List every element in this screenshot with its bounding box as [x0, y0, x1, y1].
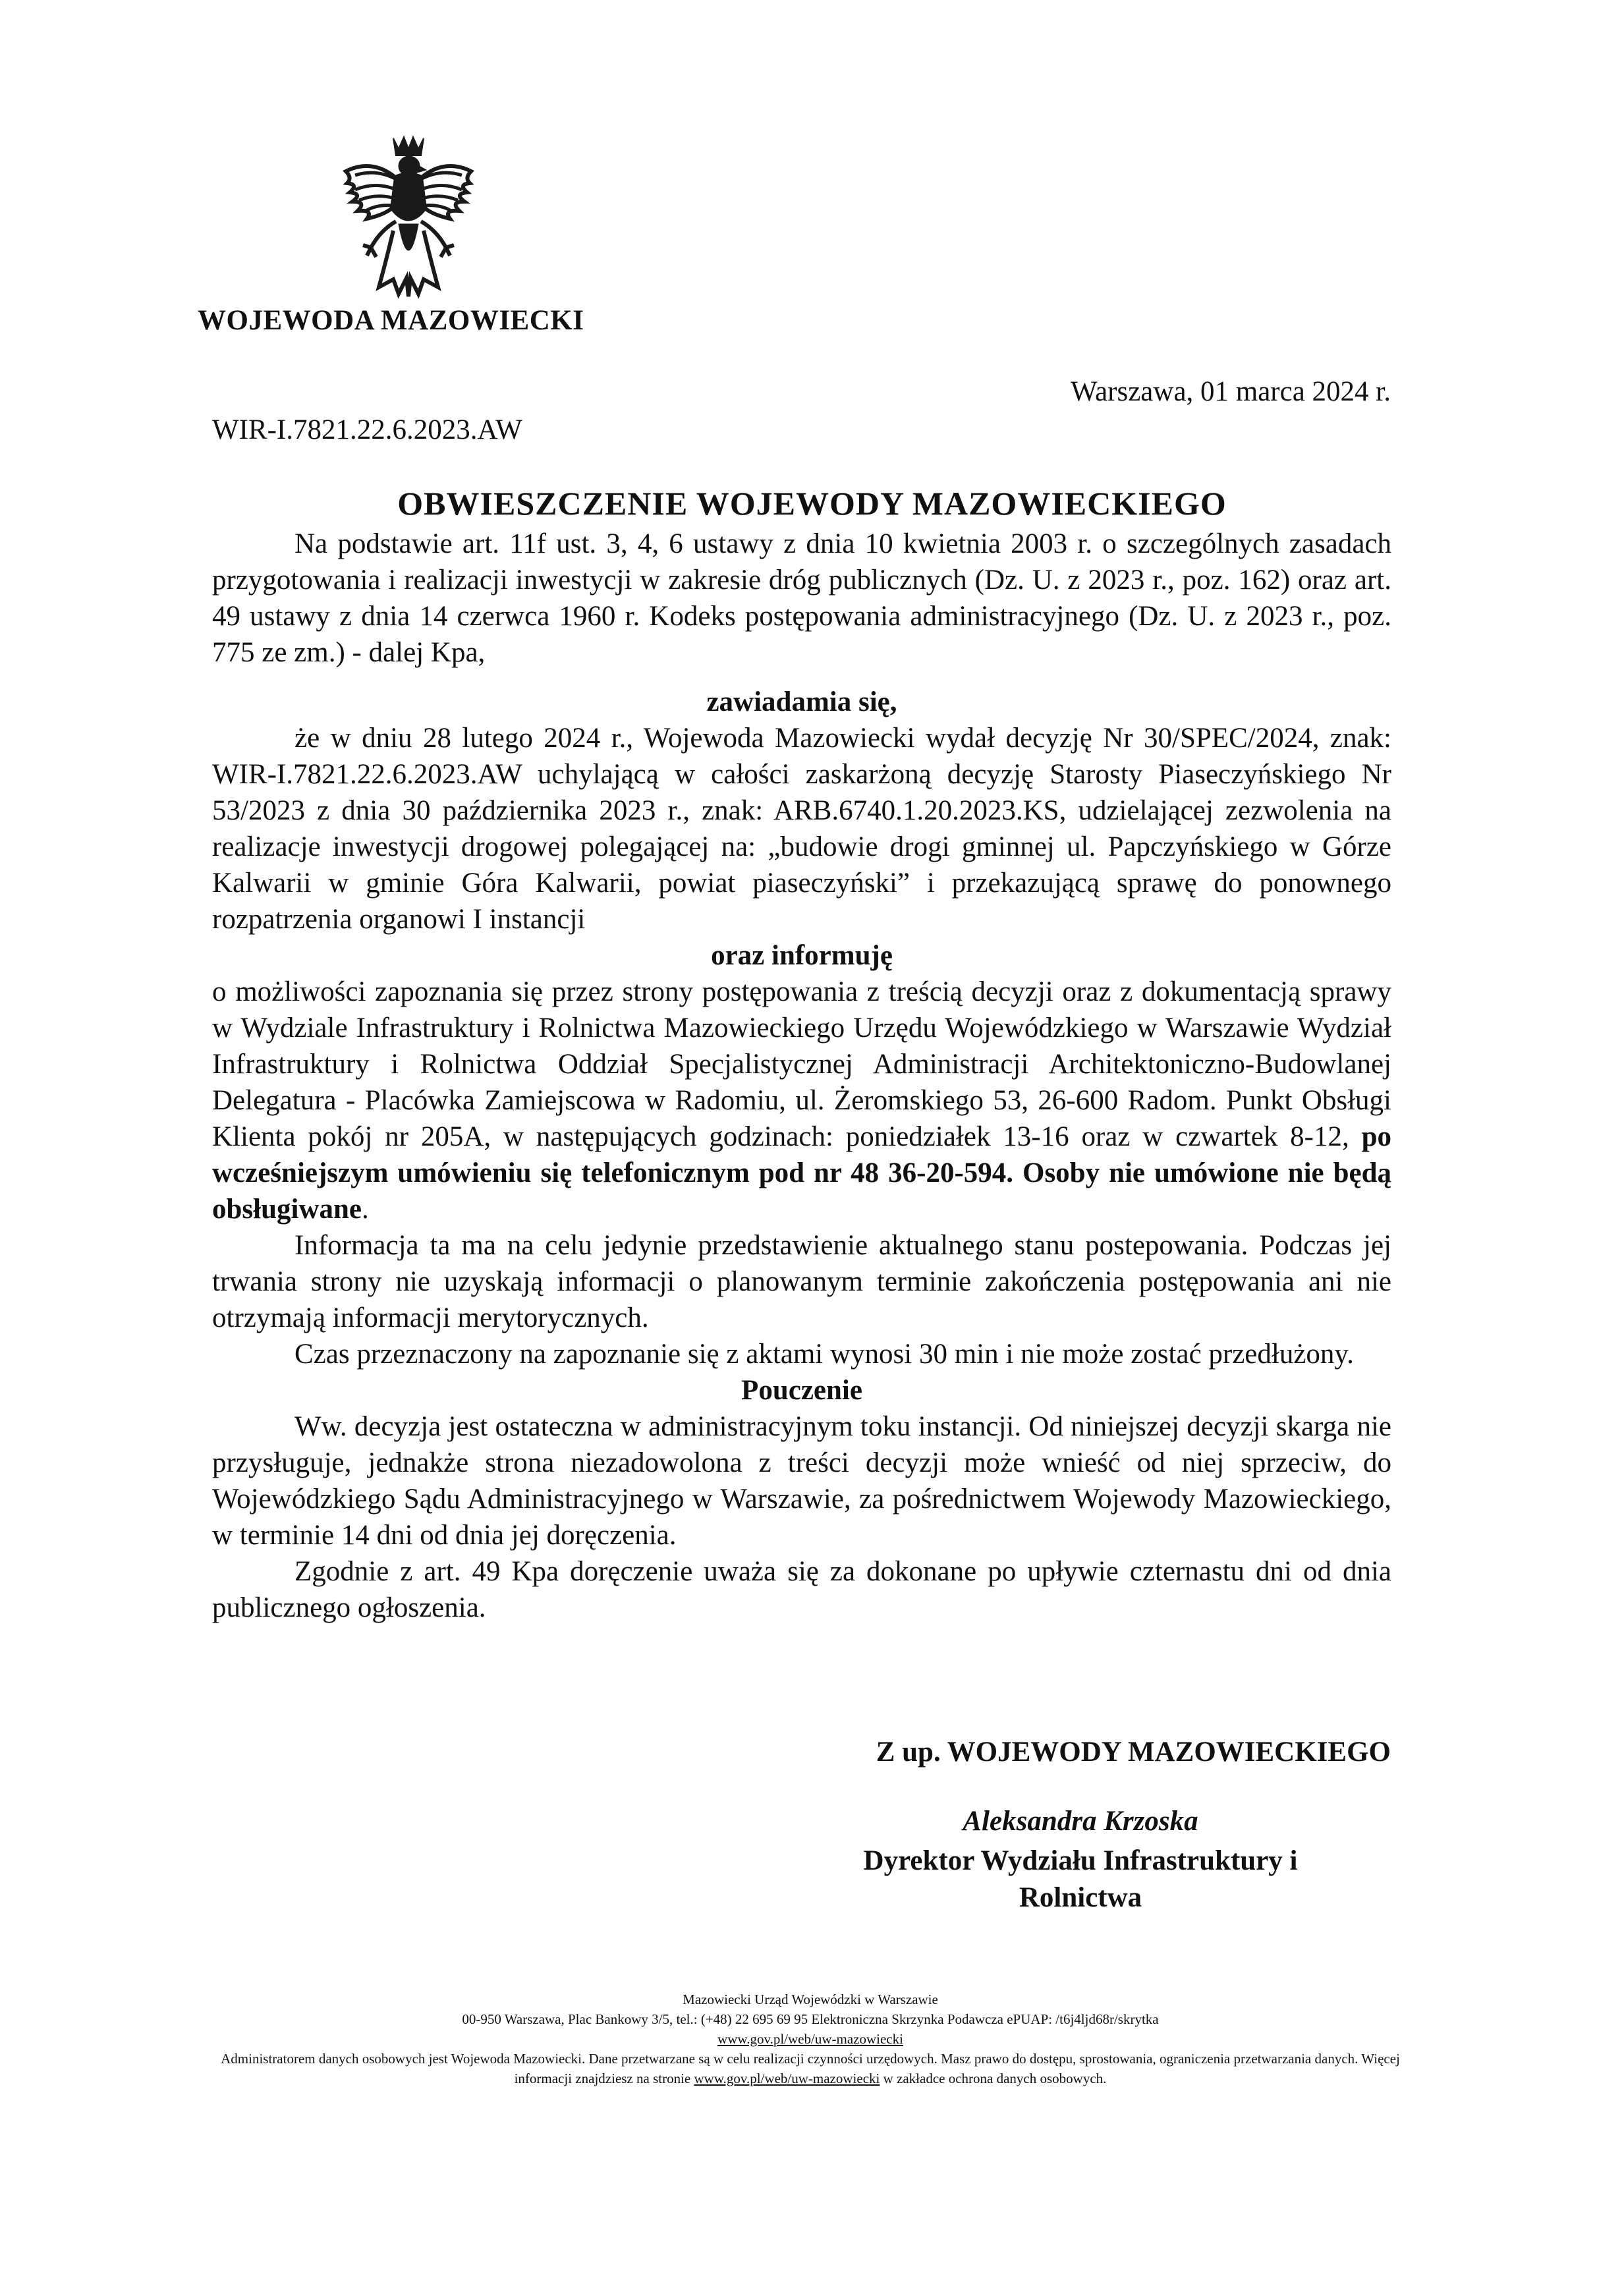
heading-instruction: Pouczenie	[741, 1375, 862, 1406]
decision-paragraph: że w dniu 28 lutego 2024 r., Wojewoda Mazowiecki wydał decyzję Nr 30/SPEC/2024, znak: WIR-I.7821.22.6.2023.AW uchylającą w całości zaskarżoną decyzję Starosty Piaseczyńskiego Nr 53/2023 z dnia 30 października 2023 r., znak: ARB.6740.1.20.2023.KS, udzielającej zezwolenia na realizacje inwestycji drogowej polegającej na: „budowie drogi gminnej ul. Papczyńskiego w Górze Kalwarii w gminie Góra Kalwarii, powiat piaseczyński” i przekazującą sprawę do ponownego rozpatrzenia organowi I instancji	[212, 723, 1391, 935]
document-title: OBWIESZCZENIE WOJEWODY MAZOWIECKIEGO	[397, 485, 1227, 522]
delivery-paragraph: Zgodnie z art. 49 Kpa doręczenie uważa się za dokonane po upływie czternastu dni od dnia publicznego ogłoszenia.	[212, 1556, 1391, 1623]
access-info-paragraph	[212, 974, 1391, 1227]
signature-on-behalf: Z up. WOJEWODY MAZOWIECKIEGO	[876, 1737, 1391, 1768]
footer-privacy-notice	[198, 2049, 1423, 2088]
access-info-text: o możliwości zapoznania się przez strony postępowania z treścią decyzji oraz z dokumentacją sprawy w Wydziale Infrastruktury i Rolnictwa Mazowieckiego Urzędu Wojewódzkiego w Warszawie Wydział Infrastruktury i Rolnictwa Oddział Specjalistycznej Administracji Architektoniczno-Budowlanej Delegatura - Placówka Zamiejscowa w Radomiu, ul. Żeromskiego 53, 26-600 Radom. Punkt Obsługi Klienta pokój nr 205A, w następujących godzinach: poniedziałek 13-16 oraz w czwartek 8-12,	[212, 976, 1391, 1152]
heading-inform: oraz informuję	[711, 940, 893, 971]
appeal-instruction-paragraph: Ww. decyzja jest ostateczna w administracyjnym toku instancji. Od niniejszej decyzji skarga nie przysługuje, jednakże strona niezadowolona z treści decyzji może wnieść od niej sprzeciw, do Wojewódzkiego Sądu Administracyjnego w Warszawie, za pośrednictwem Wojewody Mazowieckiego, w terminie 14 dni od dnia jej doręczenia.	[212, 1411, 1391, 1551]
document-body	[212, 526, 1391, 1626]
footer-privacy-text: Administratorem danych osobowych jest Wojewoda Mazowiecki. Dane przetwarzane są w celu realizacji czynności urzędowych. Masz prawo do dostępu, sprostowania, ograniczenia przetwarzania danych. Więcej informacji znajdziesz na stronie	[221, 2051, 1400, 2086]
polish-eagle-emblem-icon	[333, 132, 484, 303]
signatory-role-line1: Dyrektor Wydziału Infrastruktury i	[863, 1845, 1298, 1876]
time-limit-paragraph: Czas przeznaczony na zapoznanie się z aktami wynosi 30 min i nie może zostać przedłużony.	[294, 1339, 1354, 1370]
signatory-role-line2: Rolnictwa	[1019, 1882, 1142, 1913]
legal-basis-paragraph: Na podstawie art. 11f ust. 3, 4, 6 ustawy z dnia 10 kwietnia 2003 r. o szczególnych zasadach przygotowania i realizacji inwestycji w zakresie dróg publicznych (Dz. U. z 2023 r., poz. 162) oraz art. 49 ustawy z dnia 14 czerwca 1960 r. Kodeks postępowania administracyjnego (Dz. U. z 2023 r., poz. 775 ze zm.) - dalej Kpa,	[212, 528, 1391, 668]
information-purpose-paragraph: Informacja ta ma na celu jedynie przedstawienie aktualnego stanu postepowania. Podczas jej trwania strony nie uzyskają informacji o planowanym terminie zakończenia postępowania ani nie otrzymają informacji merytorycznych.	[212, 1230, 1391, 1333]
footer-address: 00-950 Warszawa, Plac Bankowy 3/5, tel.: (+48) 22 695 69 95 Elektroniczna Skrzynka Podawcza ePUAP: /t6j4ljd68r/skrytka	[462, 2011, 1159, 2027]
footer-privacy-link[interactable]: www.gov.pl/web/uw-mazowiecki	[694, 2071, 880, 2086]
signatory-role	[817, 1843, 1344, 1916]
access-info-end: .	[362, 1194, 369, 1225]
heading-notification: zawiadamia się,	[706, 686, 897, 717]
footer-website-link[interactable]: www.gov.pl/web/uw-mazowiecki	[717, 2031, 903, 2047]
place-and-date: Warszawa, 01 marca 2024 r.	[1070, 376, 1391, 407]
footer-privacy-text-end: w zakładce ochrona danych osobowych.	[880, 2071, 1107, 2086]
footer-office: Mazowiecki Urząd Wojewódzki w Warszawie	[683, 1992, 938, 2007]
signatory-name: Aleksandra Krzoska	[963, 1806, 1198, 1837]
appointment-notice: po wcześniejszym umówieniu się telefonicznym pod nr 48 36-20-594. Osoby nie umówione nie będą obsługiwane	[212, 1121, 1391, 1225]
issuing-authority: WOJEWODA MAZOWIECKI	[198, 305, 584, 336]
case-reference-number: WIR-I.7821.22.6.2023.AW	[212, 414, 522, 445]
page-footer	[198, 1990, 1423, 2088]
